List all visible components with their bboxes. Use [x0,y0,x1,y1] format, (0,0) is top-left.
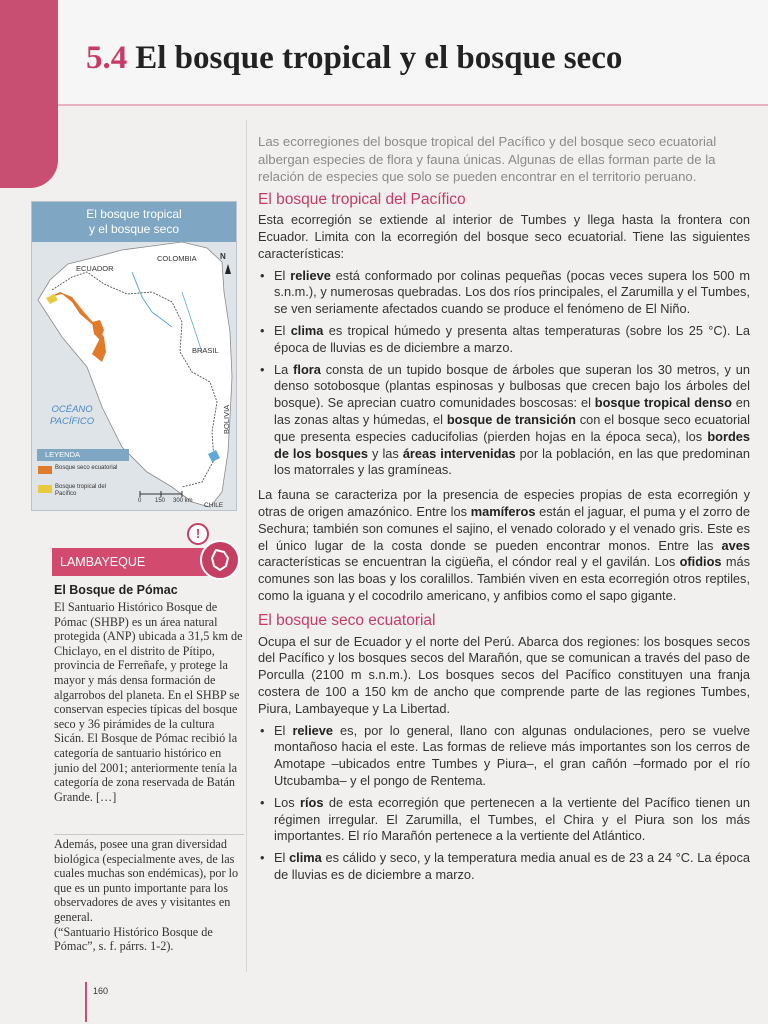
map-title: El bosque tropical y el bosque seco [32,202,236,242]
section-paragraph: Ocupa el sur de Ecuador y el norte del Perú. Abarca dos regiones: los bosques secos del Pacífico y los bosques secos del Marañón, que se comunican a través del paso de Porculla (2100 m s.n.m.). Los bosques secos del Pacífico constituyen una franja costera de 100 a 150 km de ancho que comprende parte de las regiones Tumbes, Piura, Lambayeque y La Libertad. [258,633,750,716]
main-column [258,133,750,884]
page-marker [85,982,87,1022]
region-tag: LAMBAYEQUE [52,548,222,576]
map-figure: El bosque tropical y el bosque seco COLOMBIA ECUADOR BRASIL BOLIVIA CHILE N OCÉANO PACÍFICO LEYENDA Bosque seco ecuatorial Bosque tropical del Pacífico 0 150 300 km [31,201,237,511]
section-heading-dry: El bosque seco ecuatorial [258,611,436,629]
section-number: 5.4 [86,40,128,76]
list-item: • El clima es tropical húmedo y presenta altas temperaturas (sobre los 25 °C). La época de lluvias es de diciembre a marzo. [258,323,750,357]
list-item: • El clima es cálido y seco, y la temperatura media anual es de 23 a 24 °C. La época de lluvias es de diciembre a marzo. [258,850,750,884]
label-bolivia: BOLIVIA [222,404,231,434]
sidebar-citation: (“Santuario Histórico Bosque de Pómac”, s. f. párrs. 1-2). [54,924,213,954]
section-tab [0,0,58,188]
label-ecuador: ECUADOR [76,264,114,273]
column-divider [246,120,247,972]
sidebar-paragraph: Además, posee una gran diversidad biológica (especialmente aves, de las cuales muchas son endémicas), por lo que es un punto importante para los observadores de aves y visitantes en general. [54,837,239,924]
scale-max: 300 km [173,498,193,504]
ocean-label: OCÉANO PACÍFICO [50,404,95,427]
sidebar-body-continued [54,837,246,954]
legend-swatch [38,485,52,493]
header-divider [58,104,768,106]
fauna-paragraph: La fauna se caracteriza por la presencia de especies propias de esta ecorregión y otras de origen amazónico. Entre los mamíferos están el jaguar, el puma y el zorro de Sechura; también son comunes el sajino, el venado colorado y el venado gris. Este es el único lugar de la costa donde se pueden encontrar monos. Entre las aves características se encuentran la cigüeña, el cóndor real y el gavilán. Los ofidios más comunes son las boas y los coralillos. También viven en esta ecorregión otros reptiles, como la iguana y el cocodrilo americano, y anfibios como el sapo gigante. [258,487,750,604]
north-label: N [220,252,226,261]
intro-paragraph: Las ecorregiones del bosque tropical del Pacífico y del bosque seco ecuatorial albergan especies de flora y fauna únicas. Algunas de ellas forman parte de la relación de especies que solo se pueden encontrar en el territorio peruano. [258,134,717,184]
label-colombia: COLOMBIA [157,254,197,263]
label-brasil: BRASIL [192,346,219,355]
page-number: 160 [93,986,109,996]
title-text: El bosque tropical y el bosque seco [135,40,623,76]
region-outline-icon [202,542,238,578]
list-item: • La flora consta de un tupido bosque de árboles que superan los 30 metros, y un denso sotobosque (plantas espinosas y bulbosas que crecen bajo los árboles del bosque). Se aprecian cuatro comunidades boscosas: el bosque tropical denso en las zonas altas y húmedas, el bosque de transición con el bosque seco ecuatorial que presenta especies caducifolias (pierden hojas en la época seca), los bordes de los bosques y las áreas intervenidas por la población, en las que predominan los matorrales y las gramíneas. [258,362,750,480]
list-item: • El relieve es, por lo general, llano con algunas ondulaciones, pero se vuelve montañoso hacia el este. Las formas de relieve más importantes son los cerros de Amotape –ubicados entre Tumbes y Piura–, el gran cañón –formado por el río Utcubamba– y el pongo de Rentema. [258,723,750,790]
section-heading-tropical: El bosque tropical del Pacífico [258,190,466,208]
region-map-icon [200,540,240,580]
sidebar-paragraph: El Santuario Histórico Bosque de Pómac (SHBP) es un área natural protegida (ANP) ubicada a 31,5 km de Chiclayo, en el distrito de Pítipo, provincia de Ferreñafe, y protege la mayor y más densa formación de algarrobos del planeta. En el SHBP se conservan especies típicas del bosque seco y 36 pirámides de la cultura Sicán. El Bosque de Pómac recibió la categoría de santuario histórico en junio del 2001; anteriormente tenía la categoría de zona reservada de Batán Grande. […] [54,600,243,804]
section-paragraph: Esta ecorregión se extiende al interior de Tumbes y llega hasta la frontera con Ecuador. Limita con la ecorregión del bosque seco ecuatorial. Tiene las siguientes características: [258,212,750,261]
list-item: • El relieve está conformado por colinas pequeñas (pocas veces supera los 500 m s.n.m.), y numerosas quebradas. Los dos ríos principales, el Zarumilla y el Tumbes, se ven seriamente afectados cuando se produce el fenómeno de El Niño. [258,268,750,318]
north-arrow-icon [225,264,231,274]
legend-swatch [38,466,52,474]
sidebar-heading: El Bosque de Pómac [54,583,178,597]
scale-mid: 150 [155,498,166,504]
legend-title: LEYENDA [37,449,129,461]
sidebar-divider [54,834,244,835]
characteristics-list [258,723,750,884]
scale-zero: 0 [138,498,142,504]
list-item: • Los ríos de esta ecorregión que pertenecen a la vertiente del Pacífico tienen un régimen irregular. El Zarumilla, el Tumbes, el Chira y el Piura son los más importantes. El río Marañón pertenece a la vertiente del Atlántico. [258,795,750,845]
alert-icon: ! [187,523,209,545]
peru-map [32,202,236,510]
page-title [86,40,622,77]
sidebar-body [54,600,246,804]
label-chile: CHILE [204,502,224,509]
characteristics-list [258,268,750,480]
